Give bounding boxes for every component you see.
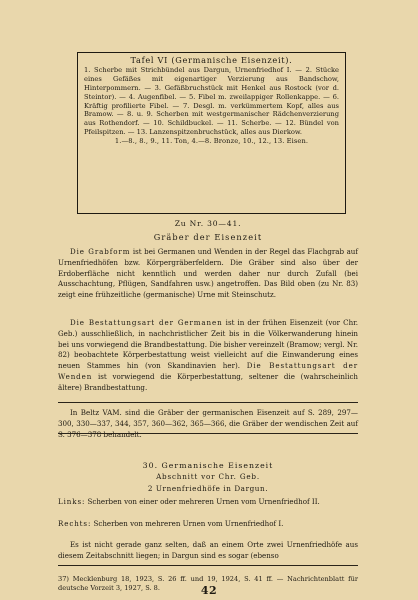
section-reference: Zu Nr. 30—41. (174, 219, 242, 228)
divider-bottom (58, 433, 358, 434)
paragraph-grabform (58, 247, 358, 301)
plate-description: 1. Scherbe mit Strichbündel aus Dargun, Urnenfriedhof I. — 2. Stücke eines Gefäßes mit eigenartiger Verzierung aus Bandschow, Hinterpommern. — 3. Gefäßbruchstück mit Henkel aus Rostock (vor d. Steintor). — 4. Augenfibel. — 5. Fibel m. zweilappiger Rollenkappe. — 6. Kräftig profilierte Fibel. — 7. Desgl. m. verkümmertem Kopf, alles aus Bramow. — 8. u. 9. Scherben mit westgermanischer Rädchenverzierung aus Rothendorf. — 10. Schildbuckel. — 11. Scherbe. — 12. Bündel von Pfeilspitzen. — 13. Lanzenspitzenbruchstück, alles aus Dierkow. (84, 65, 339, 137)
caption-left-text: Scherben von einer oder mehreren Urnen vom Urnenfriedhof II. (85, 497, 320, 506)
subsection-subtitle: Abschnitt vor Chr. Geb. (156, 472, 260, 481)
paragraph-text-2: ist vorwiegend die Körperbestattung, seltener die (wahrscheinlich ältere) Brandbestattung. (58, 371, 358, 392)
caption-right-text: Scherben von mehreren Urnen vom Urnenfriedhof I. (91, 519, 284, 528)
paragraph-bestattungsart (58, 318, 358, 394)
paragraph-continuation: Es ist nicht gerade ganz selten, daß an einem Orte zwei Urnenfriedhöfe aus diesem Zeitabschnitt liegen; in Dargun sind es sogar (ebenso (58, 540, 358, 560)
caption-left (58, 497, 358, 508)
paragraph-lead: Die Grabform (70, 247, 131, 256)
paragraph-text: ist in der frühen Eisenzeit (vor Chr. Geb.) ausschließlich, in nachchristlicher Zeit bis in die Völkerwanderung hinein bei uns vorwiegend die Brandbestattung. Die bisher vereinzelt (Bramow; vergl. Nr. 82) beobachtete Körperbestattung weist vielleicht auf die Einwanderung eines neuen Stammes hin (von Skandinavien her). (58, 318, 358, 371)
paragraph-lead: Die Bestattungsart der Germanen (70, 318, 223, 327)
section-heading: Gräber der Eisenzeit (153, 232, 263, 242)
subsection-location: 2 Urnenfriedhöfe in Dargun. (147, 484, 269, 493)
footnote-divider (58, 565, 358, 566)
paragraph-lead-2: Die Bestattungsart der Wenden (58, 361, 359, 381)
subsection-title: 30. Germanische Eisenzeit (142, 461, 274, 470)
paragraph-literature: In Beltz VAM. sind die Gräber der germanischen Eisenzeit auf S. 289, 297—300, 330—337, 344, 357, 360—362, 365—366, die Gräber der wendischen Zeit auf S. 376—378 behandelt. (58, 408, 358, 439)
caption-right-label: Rechts: (58, 519, 92, 528)
footnote: 37) Mecklenburg 18, 1923, S. 26 ff. und 19, 1924, S. 41 ff. — Nachrichtenblatt für deutsche Vorzeit 3, 1927, S. 8. (58, 574, 358, 593)
caption-right (58, 519, 358, 530)
plate-caption-box (77, 52, 346, 214)
divider-top (58, 402, 358, 403)
plate-materials: 1.—8., 8., 9., 11. Ton, 4.—8. Bronze, 10., 12., 13. Eisen. (114, 137, 309, 146)
page-number: 42 (200, 584, 218, 597)
paragraph-text: ist bei Germanen und Wenden in der Regel das Flachgrab auf Urnenfriedhöfen bzw. Körpergräberfeldern. Die Gräber sind also über der Erdoberfläche nicht kenntlich und werden daher nur durch Zufall (bei Ausschachtung, Pflügen, Sandfahren usw.) angetroffen. Das Bild oben (zu Nr. 83) zeigt eine frühzeitliche (germanische) Urne mit Steinschutz. (58, 247, 358, 300)
caption-left-label: Links: (58, 497, 86, 506)
plate-title: Tafel VI (Germanische Eisenzeit). (130, 55, 293, 65)
